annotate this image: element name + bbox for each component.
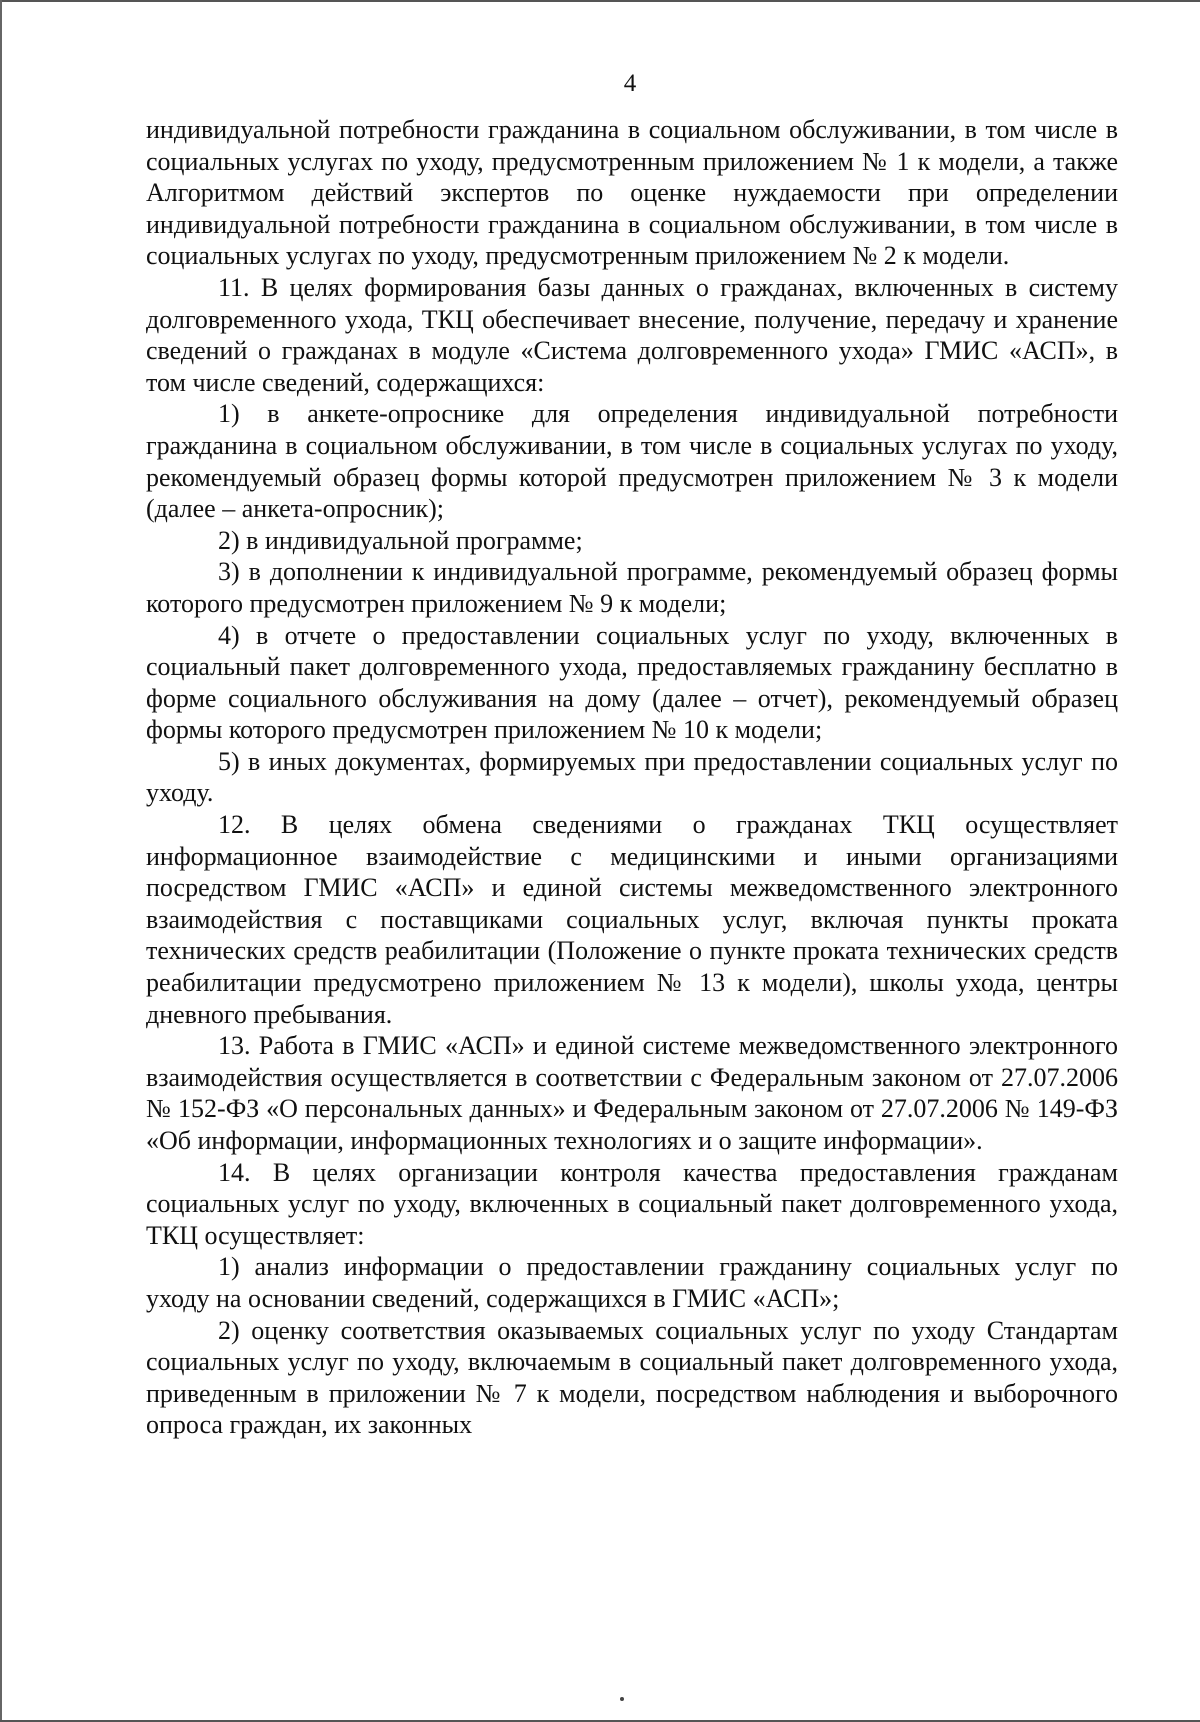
paragraph-14: 14. В целях организации контроля качества предоставления гражданам социальных услуг по уходу, включенных в социальный пакет долговременного ухода, ТКЦ осуществляет: bbox=[146, 1157, 1118, 1250]
paragraph-11-item-4: 4) в отчете о предоставлении социальных услуг по уходу, включенных в социальный пакет долговременного ухода, предоставляемых гражданину бесплатно в форме социального обслуживания на дому (далее – отчет), рекомендуемый образец формы которого предусмотрен приложением № 10 к модели; bbox=[146, 620, 1118, 745]
paragraph-11-item-2: 2) в индивидуальной программе; bbox=[218, 525, 583, 555]
scan-edge-top bbox=[0, 0, 1200, 2]
paragraph-11-item-5: 5) в иных документах, формируемых при предоставлении социальных услуг по уходу. bbox=[146, 746, 1118, 808]
document-body bbox=[146, 114, 1118, 1441]
page-number: 4 bbox=[623, 70, 637, 97]
paragraph-11-item-1: 1) в анкете-опроснике для определения индивидуальной потребности гражданина в социальном обслуживании, в том числе в социальных услугах по уходу, рекомендуемый образец формы которой предусмотрен приложением № 3 к модели (далее – анкета-опросник); bbox=[146, 399, 1118, 524]
scan-dot-mark bbox=[620, 1697, 624, 1701]
scan-edge-left bbox=[0, 0, 2, 1722]
paragraph-11-item-3: 3) в дополнении к индивидуальной программе, рекомендуемый образец формы которого предусмотрен приложением № 9 к модели; bbox=[146, 557, 1118, 618]
paragraph-14-item-2: 2) оценку соответствия оказываемых социальных услуг по уходу Стандартам социальных услуг по уходу, включаемым в социальный пакет долговременного ухода, приведенным в приложении № 7 к модели, посредством наблюдения и выборочного опроса граждан, их законных bbox=[146, 1315, 1118, 1440]
paragraph-14-item-1: 1) анализ информации о предоставлении гражданину социальных услуг по уходу на основании сведений, содержащихся в ГМИС «АСП»; bbox=[146, 1252, 1118, 1313]
paragraph-continuation: индивидуальной потребности гражданина в социальном обслуживании, в том числе в социальных услугах по уходу, предусмотренным приложением № 1 к модели, а также Алгоритмом действий экспертов по оценке нуждаемости при определении индивидуальной потребности гражданина в социальном обслуживании, в том числе в социальных услугах по уходу, предусмотренным приложением № 2 к модели. bbox=[146, 115, 1118, 271]
paragraph-12: 12. В целях обмена сведениями о гражданах ТКЦ осуществляет информационное взаимодействие с медицинскими и иными организациями посредством ГМИС «АСП» и единой системы межведомственного электронного взаимодействия с поставщиками социальных услуг, включая пункты проката технических средств реабилитации (Положение о пункте проката технических средств реабилитации предусмотрено приложением № 13 к модели), школы ухода, центры дневного пребывания. bbox=[146, 810, 1118, 1029]
paragraph-11: 11. В целях формирования базы данных о гражданах, включенных в систему долговременного ухода, ТКЦ обеспечивает внесение, получение, передачу и хранение сведений о гражданах в модуле «Система долговременного ухода» ГМИС «АСП», в том числе сведений, содержащихся: bbox=[146, 272, 1118, 397]
paragraph-13: 13. Работа в ГМИС «АСП» и единой системе межведомственного электронного взаимодействия осуществляется в соответствии с Федеральным законом от 27.07.2006 № 152-ФЗ «О персональных данных» и Федеральным законом от 27.07.2006 № 149-ФЗ «Об информации, информационных технологиях и о защите информации». bbox=[146, 1031, 1118, 1155]
